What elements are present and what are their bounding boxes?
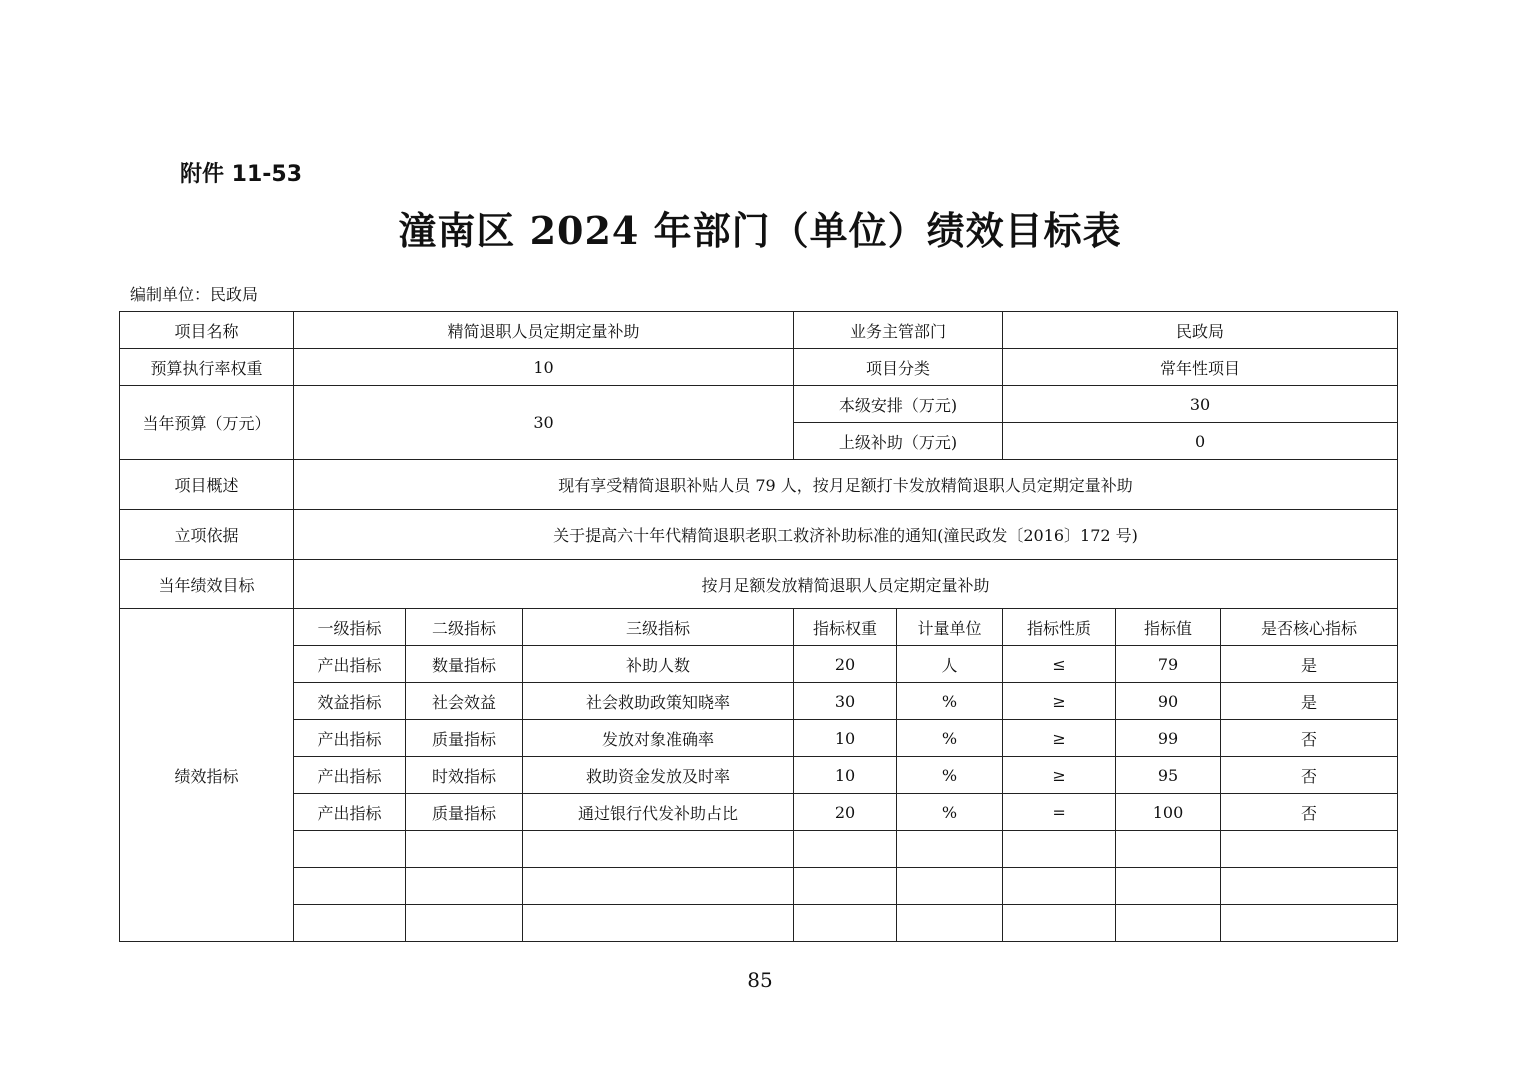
local-value: 30 — [1003, 386, 1398, 423]
header-core: 是否核心指标 — [1221, 609, 1398, 646]
basis-value: 关于提高六十年代精简退职老职工救济补助标准的通知(潼民政发〔2016〕172 号) — [294, 510, 1398, 560]
budget-row — [120, 386, 1398, 423]
level1-cell: 产出指标 — [294, 646, 406, 683]
level1-cell: 产出指标 — [294, 757, 406, 794]
empty-indicator-row — [120, 905, 1398, 942]
unit-cell: % — [897, 683, 1003, 720]
dept-label: 业务主管部门 — [794, 312, 1003, 349]
weight-value: 10 — [294, 349, 794, 386]
project-name-value: 精简退职人员定期定量补助 — [294, 312, 794, 349]
weight-cell: 30 — [794, 683, 897, 720]
nature-cell: ≤ — [1003, 646, 1116, 683]
level3-cell: 社会救助政策知晓率 — [523, 683, 794, 720]
indicator-row — [120, 757, 1398, 794]
local-label: 本级安排（万元) — [794, 386, 1003, 423]
header-unit: 计量单位 — [897, 609, 1003, 646]
level2-cell: 数量指标 — [406, 646, 523, 683]
weight-label: 预算执行率权重 — [120, 349, 294, 386]
value-cell: 90 — [1116, 683, 1221, 720]
indicator-row — [120, 683, 1398, 720]
nature-cell: ≥ — [1003, 720, 1116, 757]
upper-label: 上级补助（万元) — [794, 423, 1003, 460]
weight-row — [120, 349, 1398, 386]
core-cell: 否 — [1221, 720, 1398, 757]
level1-cell: 效益指标 — [294, 683, 406, 720]
header-value: 指标值 — [1116, 609, 1221, 646]
budget-label: 当年预算（万元） — [120, 386, 294, 460]
header-level2: 二级指标 — [406, 609, 523, 646]
value-cell: 100 — [1116, 794, 1221, 831]
value-cell: 95 — [1116, 757, 1221, 794]
unit-cell: % — [897, 757, 1003, 794]
basis-row — [120, 510, 1398, 560]
category-label: 项目分类 — [794, 349, 1003, 386]
level2-cell: 质量指标 — [406, 720, 523, 757]
level2-cell: 时效指标 — [406, 757, 523, 794]
unit-cell: % — [897, 720, 1003, 757]
level2-cell: 社会效益 — [406, 683, 523, 720]
level3-cell: 发放对象准确率 — [523, 720, 794, 757]
goal-value: 按月足额发放精简退职人员定期定量补助 — [294, 560, 1398, 609]
level1-cell: 产出指标 — [294, 720, 406, 757]
project-name-row — [120, 312, 1398, 349]
core-cell: 否 — [1221, 794, 1398, 831]
header-weight: 指标权重 — [794, 609, 897, 646]
page-number: 85 — [747, 968, 773, 992]
indicator-row — [120, 646, 1398, 683]
goal-label: 当年绩效目标 — [120, 560, 294, 609]
dept-value: 民政局 — [1003, 312, 1398, 349]
unit-cell: 人 — [897, 646, 1003, 683]
upper-value: 0 — [1003, 423, 1398, 460]
level1-cell: 产出指标 — [294, 794, 406, 831]
page-title: 潼南区 2024 年部门（单位）绩效目标表 — [398, 208, 1122, 253]
overview-row — [120, 460, 1398, 510]
core-cell: 是 — [1221, 683, 1398, 720]
indicator-row — [120, 794, 1398, 831]
nature-cell: ≥ — [1003, 683, 1116, 720]
weight-cell: 10 — [794, 720, 897, 757]
overview-value: 现有享受精简退职补贴人员 79 人，按月足额打卡发放精简退职人员定期定量补助 — [294, 460, 1398, 510]
weight-cell: 20 — [794, 646, 897, 683]
level3-cell: 补助人数 — [523, 646, 794, 683]
level3-cell: 救助资金发放及时率 — [523, 757, 794, 794]
unit-cell: % — [897, 794, 1003, 831]
value-cell: 99 — [1116, 720, 1221, 757]
value-cell: 79 — [1116, 646, 1221, 683]
nature-cell: = — [1003, 794, 1116, 831]
performance-target-table — [119, 311, 1398, 942]
level3-cell: 通过银行代发补助占比 — [523, 794, 794, 831]
weight-cell: 20 — [794, 794, 897, 831]
core-cell: 否 — [1221, 757, 1398, 794]
header-level1: 一级指标 — [294, 609, 406, 646]
indicator-row — [120, 720, 1398, 757]
header-level3: 三级指标 — [523, 609, 794, 646]
indicator-header-row — [120, 609, 1398, 646]
weight-cell: 10 — [794, 757, 897, 794]
header-nature: 指标性质 — [1003, 609, 1116, 646]
nature-cell: ≥ — [1003, 757, 1116, 794]
empty-indicator-row — [120, 831, 1398, 868]
project-name-label: 项目名称 — [120, 312, 294, 349]
indicators-label: 绩效指标 — [120, 609, 294, 942]
level2-cell: 质量指标 — [406, 794, 523, 831]
goal-row — [120, 560, 1398, 609]
empty-indicator-row — [120, 868, 1398, 905]
core-cell: 是 — [1221, 646, 1398, 683]
overview-label: 项目概述 — [120, 460, 294, 510]
budget-value: 30 — [294, 386, 794, 460]
category-value: 常年性项目 — [1003, 349, 1398, 386]
compiling-unit: 编制单位：民政局 — [130, 285, 259, 304]
basis-label: 立项依据 — [120, 510, 294, 560]
attachment-number: 附件 11-53 — [180, 162, 303, 187]
